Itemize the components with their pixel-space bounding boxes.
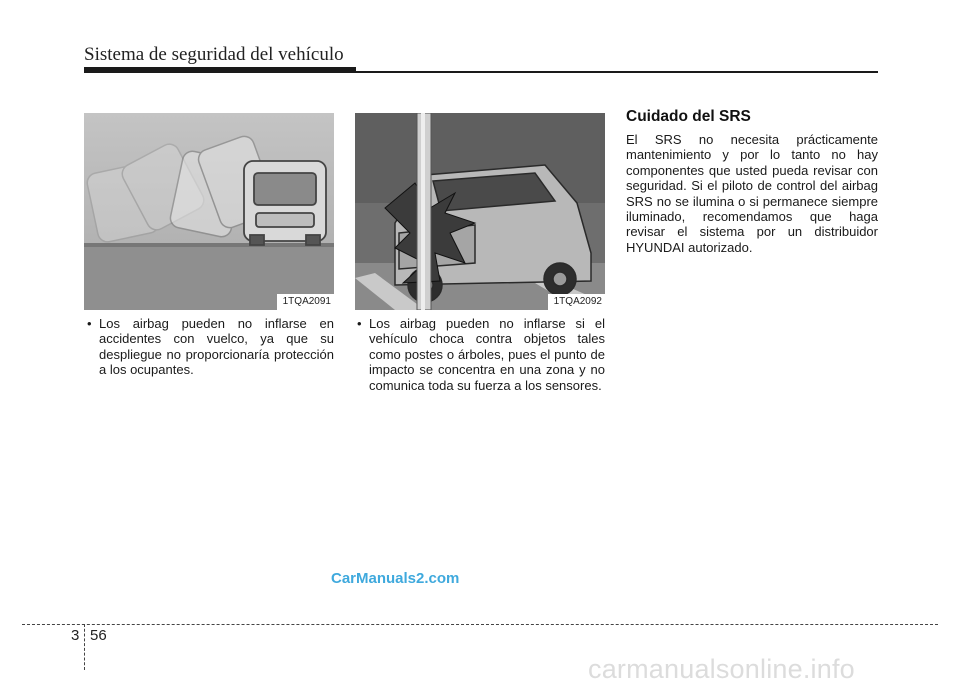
bullet-item bbox=[356, 316, 605, 393]
footer-divider bbox=[22, 624, 938, 625]
page-header-title: Sistema de seguridad del vehículo bbox=[84, 44, 344, 65]
section-body: El SRS no necesita prácticamente mantenimiento y por lo tanto no hay componentes que usted pueda revisar con seguridad. Si el piloto de control del airbag SRS no se ilumina o si permanece siempre iluminado, recomendamos que haga revisar el sistema por un distribuidor HYUNDAI autorizado. bbox=[626, 132, 878, 255]
site-watermark: carmanualsonline.info bbox=[588, 654, 855, 684]
bullet-marker: • bbox=[87, 316, 92, 331]
chapter-number: 3 bbox=[71, 627, 80, 644]
watermark-link[interactable]: CarManuals2.com bbox=[331, 570, 460, 587]
bullet-text: Los airbag pueden no inflarse si el vehículo choca contra objetos tales como postes o árboles, pues el punto de impacto se concentra en una zona y no comunica toda su fuerza a los sensores. bbox=[369, 316, 605, 393]
page-number: 56 bbox=[90, 627, 107, 644]
figure-code: 1TQA2092 bbox=[548, 294, 605, 310]
footer-vertical-divider bbox=[84, 624, 85, 670]
bullet-marker: • bbox=[357, 316, 362, 331]
rollover-vehicle-illustration bbox=[84, 113, 334, 310]
header-rule bbox=[84, 71, 878, 73]
figure-code: 1TQA2091 bbox=[277, 294, 334, 310]
bullet-text: Los airbag pueden no inflarse en accidentes con vuelco, ya que su despliegue no proporcionaría protección a los ocupantes. bbox=[99, 316, 334, 378]
bullet-item bbox=[86, 316, 334, 378]
rollover-figure bbox=[84, 113, 334, 310]
pole-impact-figure bbox=[355, 113, 605, 310]
pole-impact-vehicle-illustration bbox=[355, 113, 605, 310]
section-title: Cuidado del SRS bbox=[626, 108, 751, 125]
